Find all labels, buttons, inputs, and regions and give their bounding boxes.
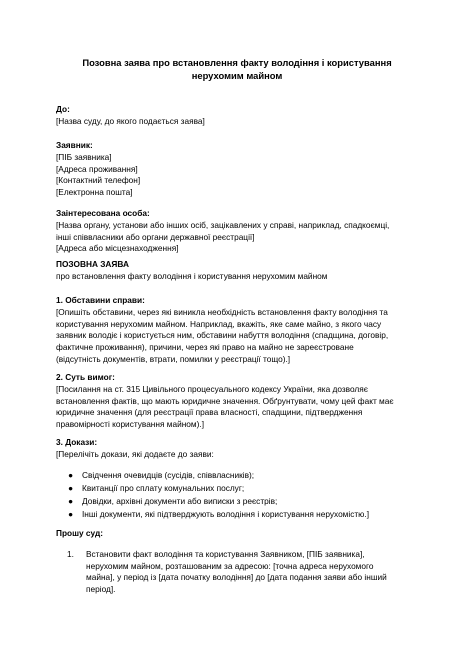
request-item-line: нерухомим майном, розташованим за адресою: [точна адреса нерухомого bbox=[86, 560, 374, 571]
claims-essence-line: юридичне значення (для реєстрації права власності, спадщини, підтвердження bbox=[56, 407, 363, 418]
evidence-item-text: Свідчення очевидців (сусідів, співвласників); bbox=[82, 469, 255, 480]
interested-party-label: Заінтересована особа: bbox=[56, 208, 150, 218]
interested-party-line: [Назва органу, установи або інших осіб, зацікавлених у справі, наприклад, спадкоємці, bbox=[56, 219, 390, 230]
request-item-number: 1. bbox=[67, 548, 74, 559]
list-item bbox=[56, 482, 426, 495]
document-title bbox=[40, 56, 434, 82]
claims-essence-section bbox=[56, 372, 426, 431]
interested-party-section bbox=[56, 208, 426, 255]
circumstances-line: [Опишіть обставини, через які виникла необхідність встановлення факту володіння та bbox=[56, 306, 388, 317]
request-section bbox=[56, 528, 426, 596]
request-item-line: майна], у період із [дата початку володіння] до [дата подання заяви або інший bbox=[86, 572, 387, 583]
request-item bbox=[56, 549, 426, 596]
bullet-icon: ● bbox=[68, 495, 74, 506]
applicant-phone-placeholder: [Контактний телефон] bbox=[56, 175, 141, 186]
bullet-icon: ● bbox=[68, 508, 74, 519]
circumstances-line: заявник володіє і користується ним, обставини набуття володіння (спадщина, договір, bbox=[56, 330, 389, 341]
applicant-section bbox=[56, 140, 426, 199]
applicant-label: Заявник: bbox=[56, 140, 93, 150]
to-label: До: bbox=[56, 104, 70, 114]
evidence-intro: [Перелічіть докази, які додаєте до заяви: bbox=[56, 448, 214, 459]
circumstances-section bbox=[56, 295, 426, 366]
list-item bbox=[56, 508, 426, 521]
claim-heading-section bbox=[56, 259, 426, 283]
circumstances-line: користування нерухомим майном. Наприклад, вкажіть, яке саме майно, з якого часу bbox=[56, 318, 382, 329]
evidence-list bbox=[56, 469, 426, 521]
evidence-section bbox=[56, 437, 426, 521]
request-item-line: період]. bbox=[86, 584, 116, 595]
evidence-item-text: Квитанції про сплату комунальних послуг; bbox=[82, 482, 245, 493]
claims-essence-line: встановлення фактів, що мають юридичне значення. Обґрунтувати, чому цей факт має bbox=[56, 395, 394, 406]
request-heading: Прошу суд: bbox=[56, 528, 103, 538]
title-line-2: нерухомим майном bbox=[191, 70, 283, 81]
list-item bbox=[56, 469, 426, 482]
bullet-icon: ● bbox=[68, 482, 74, 493]
evidence-item-text: Довідки, архівні документи або виписки з реєстрів; bbox=[82, 495, 278, 506]
claims-essence-line: [Посилання на ст. 315 Цивільного процесуального кодексу України, яка дозволяє bbox=[56, 383, 368, 394]
circumstances-line: фактичне проживання), причини, через які право на майно не зареєстроване bbox=[56, 342, 354, 353]
bullet-icon: ● bbox=[68, 469, 74, 480]
claim-heading: ПОЗОВНА ЗАЯВА bbox=[56, 259, 129, 269]
interested-party-line: інші співвласники або органи державної реєстрації] bbox=[56, 231, 255, 242]
applicant-address-placeholder: [Адреса проживання] bbox=[56, 163, 138, 174]
claims-essence-line: правомірності користування майном).] bbox=[56, 419, 204, 430]
claim-subheading: про встановлення факту володіння і користування нерухомим майном bbox=[56, 270, 328, 281]
to-section bbox=[56, 104, 426, 128]
applicant-email-placeholder: [Електронна пошта] bbox=[56, 187, 133, 198]
court-name-placeholder: [Назва суду, до якого подається заява] bbox=[56, 115, 205, 126]
evidence-item-text: Інші документи, які підтверджують володіння і користування нерухомістю.] bbox=[82, 508, 370, 519]
claims-essence-heading: 2. Суть вимог: bbox=[56, 372, 115, 382]
circumstances-heading: 1. Обставини справи: bbox=[56, 295, 145, 305]
request-item-line: Встановити факт володіння та користування Заявником, [ПІБ заявника], bbox=[86, 548, 365, 559]
list-item bbox=[56, 495, 426, 508]
interested-party-address-placeholder: [Адреса або місцезнаходження] bbox=[56, 243, 179, 254]
evidence-heading: 3. Докази: bbox=[56, 437, 98, 447]
circumstances-line: (відсутність документів, втрати, помилки у реєстрації тощо).] bbox=[56, 353, 291, 364]
title-line-1: Позовна заява про встановлення факту володіння і користування bbox=[82, 57, 392, 68]
applicant-name-placeholder: [ПІБ заявника] bbox=[56, 151, 112, 162]
